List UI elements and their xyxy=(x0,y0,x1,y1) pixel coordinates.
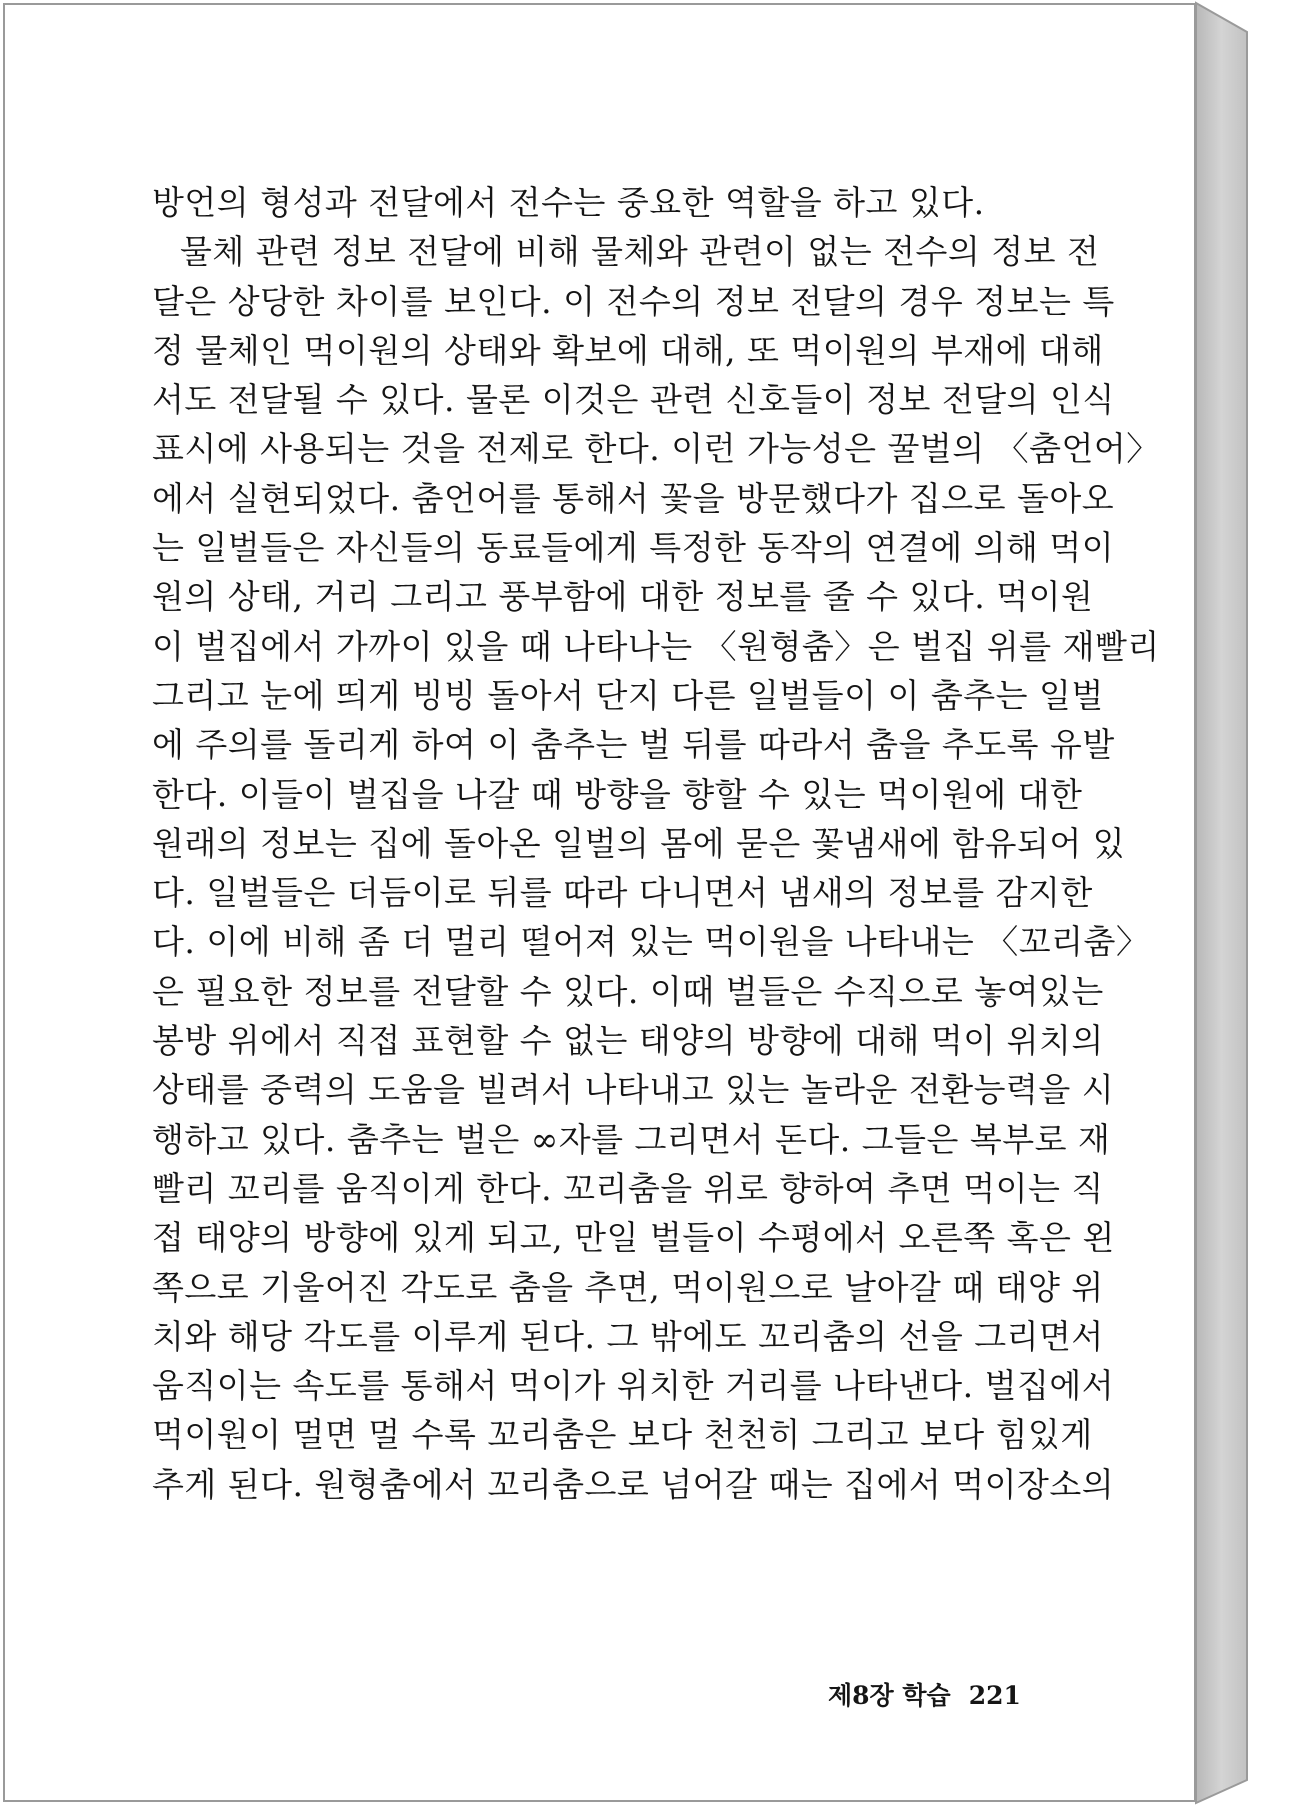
text-line: 쪽으로 기울어진 각도로 춤을 추면, 먹이원으로 날아갈 때 태양 위 xyxy=(152,1267,1104,1307)
text-line: 먹이원이 멀면 멀 수록 꼬리춤은 보다 천천히 그리고 보다 힘있게 xyxy=(152,1415,1093,1455)
text-line: 물체 관련 정보 전달에 비해 물체와 관련이 없는 전수의 정보 전 xyxy=(180,232,1100,272)
text-line: 원래의 정보는 집에 돌아온 일벌의 몸에 묻은 꽃냄새에 함유되어 있 xyxy=(152,823,1126,863)
book-side-edge xyxy=(1196,3,1247,1803)
body-text xyxy=(152,178,1160,1509)
text-line: 행하고 있다. 춤추는 벌은 ∞자를 그리면서 돈다. 그들은 복부로 재 xyxy=(152,1119,1111,1159)
text-line: 접 태양의 방향에 있게 되고, 만일 벌들이 수평에서 오른쪽 혹은 왼 xyxy=(152,1218,1115,1258)
text-line: 치와 해당 각도를 이루게 된다. 그 밖에도 꼬리춤의 선을 그리면서 xyxy=(152,1316,1104,1356)
text-line: 빨리 꼬리를 움직이게 한다. 꼬리춤을 위로 향하여 추면 먹이는 직 xyxy=(152,1168,1104,1208)
text-line: 다. 일벌들은 더듬이로 뒤를 따라 다니면서 냄새의 정보를 감지한 xyxy=(152,873,1093,913)
page-number: 221 xyxy=(968,1681,1021,1710)
text-line: 은 필요한 정보를 전달할 수 있다. 이때 벌들은 수직으로 놓여있는 xyxy=(152,971,1104,1011)
chapter-title: 제8장 학습 xyxy=(828,1681,951,1710)
text-line: 달은 상당한 차이를 보인다. 이 전수의 정보 전달의 경우 정보는 특 xyxy=(152,281,1115,321)
text-line: 봉방 위에서 직접 표현할 수 없는 태양의 방향에 대해 먹이 위치의 xyxy=(152,1021,1104,1061)
text-line: 방언의 형성과 전달에서 전수는 중요한 역할을 하고 있다. xyxy=(152,183,985,222)
text-line: 한다. 이들이 벌집을 나갈 때 방향을 향할 수 있는 먹이원에 대한 xyxy=(152,774,1083,814)
text-line: 추게 된다. 원형춤에서 꼬리춤으로 넘어갈 때는 집에서 먹이장소의 xyxy=(152,1464,1115,1504)
text-line: 다. 이에 비해 좀 더 멀리 떨어져 있는 먹이원을 나타내는 〈꼬리춤〉 xyxy=(152,922,1150,962)
text-line: 그리고 눈에 띄게 빙빙 돌아서 단지 다른 일벌들이 이 춤추는 일벌 xyxy=(152,675,1104,715)
text-line: 표시에 사용되는 것을 전제로 한다. 이런 가능성은 꿀벌의 〈춤언어〉 xyxy=(152,429,1160,469)
text-line: 서도 전달될 수 있다. 물론 이것은 관련 신호들이 정보 전달의 인식 xyxy=(152,380,1115,420)
text-line: 정 물체인 먹이원의 상태와 확보에 대해, 또 먹이원의 부재에 대해 xyxy=(152,330,1104,370)
text-line: 에서 실현되었다. 춤언어를 통해서 꽃을 방문했다가 집으로 돌아오 xyxy=(152,478,1115,518)
page-footer xyxy=(828,1676,1021,1712)
text-line: 원의 상태, 거리 그리고 풍부함에 대한 정보를 줄 수 있다. 먹이원 xyxy=(152,577,1094,617)
text-line: 는 일벌들은 자신들의 동료들에게 특정한 동작의 연결에 의해 먹이 xyxy=(152,528,1115,568)
text-line: 상태를 중력의 도움을 빌려서 나타내고 있는 놀라운 전환능력을 시 xyxy=(152,1070,1115,1110)
text-line: 에 주의를 돌리게 하여 이 춤추는 벌 뒤를 따라서 춤을 추도록 유발 xyxy=(152,725,1115,765)
text-line: 이 벌집에서 가까이 있을 때 나타나는 〈원형춤〉은 벌집 위를 재빨리 xyxy=(152,626,1160,666)
text-line: 움직이는 속도를 통해서 먹이가 위치한 거리를 나타낸다. 벌집에서 xyxy=(152,1366,1115,1406)
